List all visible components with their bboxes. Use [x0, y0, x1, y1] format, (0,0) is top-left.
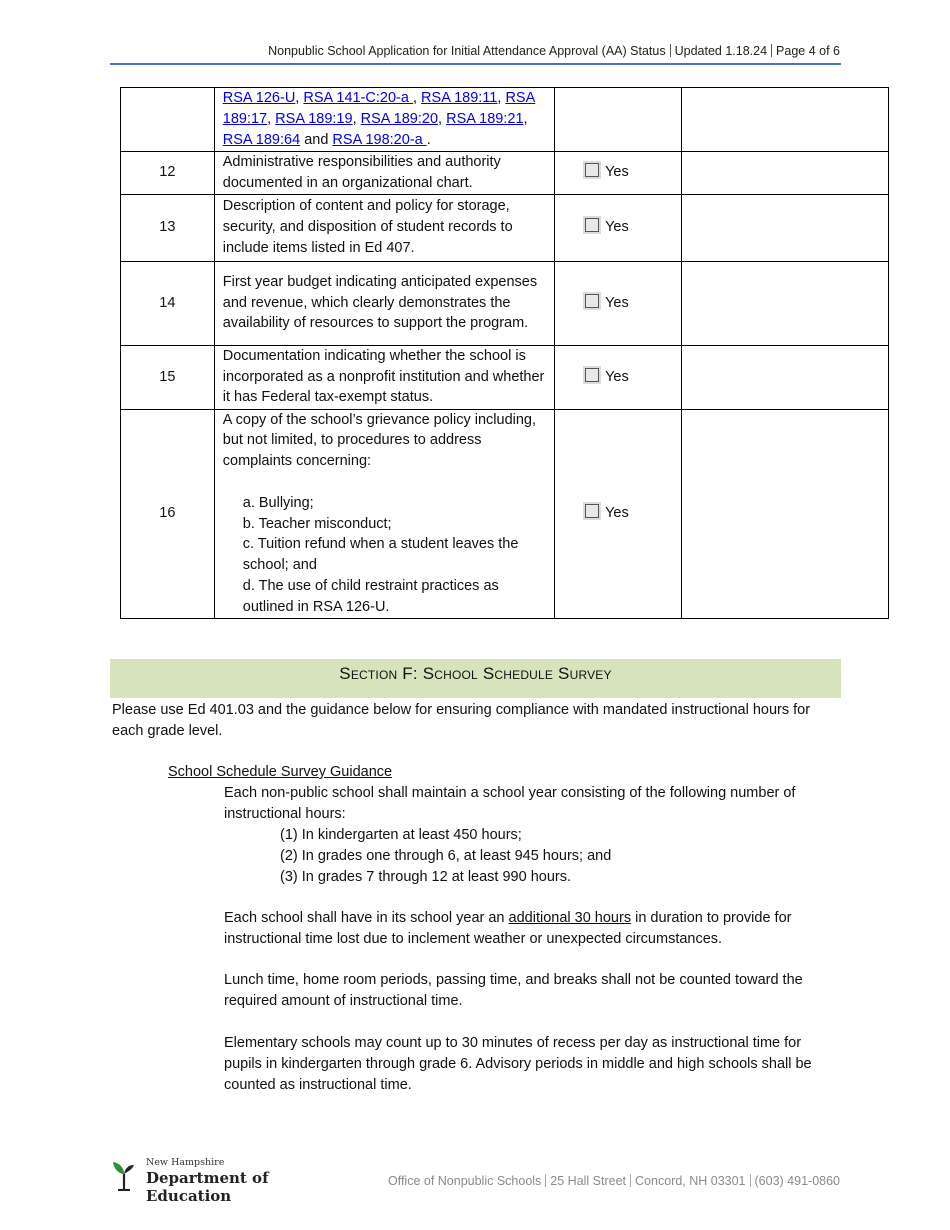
notes-cell[interactable]	[682, 88, 889, 152]
table-row	[121, 261, 889, 345]
notes-cell[interactable]	[682, 261, 889, 345]
rsa-link[interactable]: RSA 198:20-a	[332, 131, 427, 148]
updated-date: Updated 1.18.24	[674, 44, 768, 58]
row-number-cell	[121, 88, 215, 152]
rsa-link[interactable]: RSA 189:11	[421, 90, 498, 107]
check-cell	[555, 88, 682, 152]
footer-divider	[630, 1174, 631, 1187]
notes-cell[interactable]	[682, 194, 889, 261]
header-divider	[771, 44, 772, 57]
row-description	[214, 409, 554, 618]
section-heading	[110, 659, 841, 698]
requirements-table	[120, 87, 889, 619]
additional-hours-paragraph	[224, 908, 842, 950]
page-number: Page 4 of 6	[776, 44, 840, 58]
spacer	[223, 472, 546, 493]
hours-item: (2) In grades one through 6, at least 945 hours; and	[280, 847, 612, 864]
row-number: 14	[121, 261, 215, 345]
row-number: 16	[121, 409, 215, 618]
checkbox-icon[interactable]	[585, 163, 599, 177]
list-item-continuation: outlined in RSA 126-U.	[242, 598, 390, 615]
checkbox-label: Yes	[605, 219, 629, 236]
paragraph-text: in duration to provide for instructional time lost due to inclement weather or unexpected circumstances.	[224, 910, 792, 947]
rsa-link[interactable]: RSA 141-C:20-a	[303, 90, 413, 107]
table-row	[121, 409, 889, 618]
recess-paragraph: Elementary schools may count up to 30 minutes of recess per day as instructional time for pupils in kindergarten through grade 6. Advisory periods in middle and high schools shall be counted as instructional time.	[224, 1035, 812, 1093]
rsa-link[interactable]: RSA 189:20	[360, 111, 439, 128]
street-address: 25 Hall Street	[550, 1174, 627, 1188]
hours-list	[280, 825, 840, 887]
section-intro: Please use Ed 401.03 and the guidance below for ensuring compliance with mandated instructional hours for each grade level.	[112, 702, 811, 739]
yes-checkbox[interactable]	[555, 152, 682, 195]
row-description: Administrative responsibilities and authority documented in an organizational chart.	[214, 152, 554, 195]
document-title: Nonpublic School Application for Initial Attendance Approval (AA) Status	[268, 44, 666, 58]
checkbox-label: Yes	[605, 505, 629, 522]
list-item: b. Teacher misconduct;	[242, 515, 392, 532]
row-number: 12	[121, 152, 215, 195]
footer-divider	[545, 1174, 546, 1187]
table-row	[121, 194, 889, 261]
table-row	[121, 345, 889, 409]
list-item: c. Tuition refund when a student leaves the	[242, 536, 519, 553]
rsa-link[interactable]: RSA 189:21	[446, 111, 524, 128]
sprout-icon	[112, 1159, 136, 1191]
table-row	[121, 152, 889, 195]
rsa-link[interactable]: RSA 189:17	[222, 90, 536, 128]
yes-checkbox[interactable]	[555, 409, 682, 618]
row-description: First year budget indicating anticipated expenses and revenue, which clearly demonstrates the availability of resources to support the program.	[214, 261, 554, 345]
list-item-continuation: school; and	[242, 557, 317, 574]
header-divider	[670, 44, 671, 57]
nh-doe-logo	[112, 1157, 342, 1205]
row-description: Documentation indicating whether the school is incorporated as a nonprofit institution and whether it has Federal tax-exempt status.	[214, 345, 554, 409]
checkbox-label: Yes	[605, 294, 629, 311]
header-rule	[110, 63, 841, 65]
section-title: Section F: School Schedule Survey	[339, 664, 612, 683]
notes-cell[interactable]	[682, 345, 889, 409]
and-text: and	[304, 131, 329, 148]
notes-cell[interactable]	[682, 152, 889, 195]
grievance-intro: A copy of the school’s grievance policy including, but not limited, to procedures to address complaints concerning:	[222, 411, 537, 470]
office-name: Office of Nonpublic Schools	[387, 1174, 542, 1188]
row-number: 15	[121, 345, 215, 409]
description-cell: RSA 126-U, RSA 141-C:20-a , RSA 189:11, RSA 189:17, RSA 189:19, RSA 189:20, RSA 189:21, RSA 189:64 and RSA 198:20-a .	[214, 88, 554, 152]
row-description: Description of content and policy for storage, security, and disposition of student records to include items listed in Ed 407.	[214, 194, 554, 261]
rsa-link[interactable]: RSA 126-U	[222, 90, 296, 107]
checkbox-icon[interactable]	[585, 368, 599, 382]
hours-item: (3) In grades 7 through 12 at least 990 hours.	[280, 868, 571, 885]
rsa-link[interactable]: RSA 189:19	[275, 111, 353, 128]
underlined-text: additional 30 hours	[508, 910, 632, 926]
list-item: a. Bullying;	[242, 494, 314, 511]
logo-department: Department of Education	[146, 1169, 269, 1205]
yes-checkbox[interactable]	[555, 345, 682, 409]
paragraph-text: Each school shall have in its school year an	[224, 910, 509, 926]
list-item: d. The use of child restraint practices as	[242, 577, 499, 594]
checkbox-icon[interactable]	[585, 218, 599, 232]
guidance-intro: Each non-public school shall maintain a school year consisting of the following number of instructional hours:	[224, 785, 796, 822]
checkbox-label: Yes	[605, 164, 629, 181]
hours-item: (1) In kindergarten at least 450 hours;	[280, 827, 522, 843]
page-header	[110, 44, 840, 58]
phone-number: (603) 491-0860	[754, 1174, 840, 1188]
checkbox-label: Yes	[605, 368, 629, 385]
guidance-heading: School Schedule Survey Guidance	[168, 764, 393, 780]
row-number: 13	[121, 194, 215, 261]
city-state-zip: Concord, NH 03301	[635, 1174, 746, 1188]
logo-state: New Hampshire	[146, 1157, 225, 1168]
notes-cell[interactable]	[682, 409, 889, 618]
footer-address	[383, 1174, 840, 1188]
checkbox-icon[interactable]	[585, 504, 599, 518]
lunch-paragraph: Lunch time, home room periods, passing time, and breaks shall not be counted toward the required amount of instructional time.	[224, 972, 803, 1009]
rsa-link[interactable]: RSA 189:64	[222, 131, 301, 148]
table-row	[121, 88, 889, 152]
yes-checkbox[interactable]	[555, 261, 682, 345]
yes-checkbox[interactable]	[555, 194, 682, 261]
footer-divider	[750, 1174, 751, 1187]
checkbox-icon[interactable]	[585, 294, 599, 308]
